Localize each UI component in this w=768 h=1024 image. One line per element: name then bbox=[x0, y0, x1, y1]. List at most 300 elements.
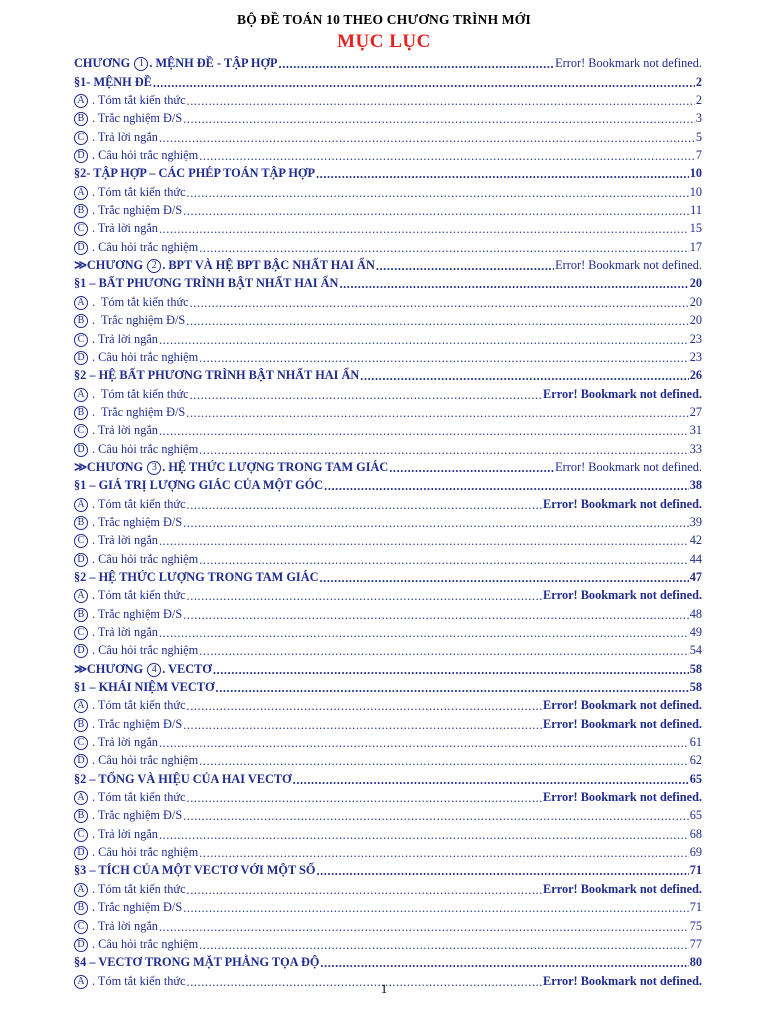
toc-entry-label bbox=[74, 294, 189, 310]
toc-entry-label bbox=[74, 826, 158, 842]
toc-entry-text: . Trả lời ngắn bbox=[92, 625, 158, 639]
toc-entry-prefix: CHƯƠNG bbox=[86, 258, 147, 273]
toc-entry-text: . Tóm tắt kiến thức bbox=[92, 294, 189, 309]
toc-entry-label bbox=[74, 477, 323, 493]
toc-entry-page: 58 bbox=[689, 661, 702, 676]
toc-entry[interactable] bbox=[74, 291, 702, 309]
toc-entry[interactable] bbox=[74, 548, 702, 566]
toc-entry-page: 7 bbox=[695, 148, 702, 163]
toc-entry-page: 23 bbox=[689, 331, 702, 346]
toc-entry-label bbox=[74, 312, 185, 328]
toc-entry-text: . Tóm tắt kiến thức bbox=[92, 496, 186, 511]
toc-entry-label bbox=[74, 220, 158, 236]
toc-entry[interactable] bbox=[74, 677, 702, 695]
toc-entry-label bbox=[74, 661, 212, 677]
toc-entry-label bbox=[74, 881, 186, 897]
toc-entry-label bbox=[74, 752, 198, 768]
toc-entry-text: . Trắc nghiệm Đ/S bbox=[92, 514, 183, 529]
dot-leader bbox=[187, 589, 543, 603]
toc-entry[interactable] bbox=[74, 365, 702, 383]
toc-entry-label bbox=[74, 551, 198, 567]
toc-entry[interactable] bbox=[74, 90, 702, 108]
toc-entry-label bbox=[74, 624, 158, 640]
chapter-marker-icon: ≫ bbox=[74, 258, 87, 273]
toc-entry-label bbox=[74, 587, 186, 603]
toc-entry-text: §1 – BẤT PHƯƠNG TRÌNH BẬT NHẤT HAI ẨN bbox=[74, 276, 339, 291]
toc-entry-text: . HỆ THỨC LƯỢNG TRONG TAM GIÁC bbox=[162, 459, 389, 474]
toc-entry-text: . Trắc nghiệm Đ/S bbox=[92, 203, 183, 218]
dot-leader bbox=[183, 608, 689, 622]
toc-entry-text: . Trả lời ngắn bbox=[92, 533, 158, 548]
toc-entry-text: . Tóm tắt kiến thức bbox=[92, 881, 186, 896]
toc-entry-label bbox=[74, 789, 186, 805]
toc-entry-page: 38 bbox=[689, 478, 702, 493]
toc-entry[interactable] bbox=[74, 567, 702, 585]
toc-entry-label bbox=[74, 642, 198, 658]
toc-entry[interactable] bbox=[74, 878, 702, 896]
toc-entry-text: . Trắc nghiệm Đ/S bbox=[92, 808, 183, 823]
toc-entry-page: Error! Bookmark not defined. bbox=[543, 973, 702, 988]
dot-leader bbox=[199, 351, 688, 365]
toc-entry-label bbox=[74, 257, 375, 273]
toc-entry[interactable] bbox=[74, 347, 702, 365]
toc-entry-text: . Tóm tắt kiến thức bbox=[92, 973, 186, 988]
toc-entry[interactable] bbox=[74, 383, 702, 401]
toc-entry-text: . MỆNH ĐỀ - TẬP HỢP bbox=[149, 56, 278, 71]
dot-leader bbox=[199, 149, 695, 163]
toc-entry-page: Error! Bookmark not defined. bbox=[543, 716, 702, 731]
toc-entry-page: Error! Bookmark not defined. bbox=[543, 386, 702, 401]
toc-entry-text: . Tóm tắt kiến thức bbox=[92, 790, 186, 805]
circled-letter-icon: D bbox=[74, 644, 88, 658]
toc-entry-page: 80 bbox=[689, 955, 702, 970]
dot-leader bbox=[159, 424, 689, 438]
dot-leader bbox=[159, 333, 689, 347]
toc-entry-text: §2 – HỆ BẤT PHƯƠNG TRÌNH BẬT NHẤT HAI ẨN bbox=[74, 368, 360, 383]
circled-letter-icon: A bbox=[74, 186, 88, 200]
dot-leader bbox=[199, 553, 688, 567]
toc-entry[interactable] bbox=[74, 695, 702, 713]
circled-letter-icon: A bbox=[74, 883, 88, 897]
toc-entry[interactable] bbox=[74, 310, 702, 328]
toc-entry-label bbox=[74, 844, 198, 860]
toc-entry-text: §2 – HỆ THỨC LƯỢNG TRONG TAM GIÁC bbox=[74, 569, 319, 584]
toc-entry-label bbox=[74, 514, 182, 530]
toc-entry-text: . Trả lời ngắn bbox=[92, 423, 158, 438]
toc-entry[interactable] bbox=[74, 255, 702, 273]
toc-entry-label bbox=[74, 496, 186, 512]
circled-letter-icon: 2 bbox=[147, 259, 161, 273]
toc-entry-page: 77 bbox=[689, 936, 702, 951]
toc-entry-label bbox=[74, 74, 152, 90]
dot-leader bbox=[183, 718, 542, 732]
toc-entry-page: 42 bbox=[689, 533, 702, 548]
toc-entry[interactable] bbox=[74, 787, 702, 805]
circled-letter-icon: B bbox=[74, 314, 88, 328]
dot-leader bbox=[279, 57, 555, 71]
toc-entry-label bbox=[74, 239, 198, 255]
toc-entry[interactable] bbox=[74, 622, 702, 640]
toc-entry-label bbox=[74, 386, 189, 402]
toc-entry-page: 62 bbox=[689, 753, 702, 768]
toc-entry-label bbox=[74, 92, 186, 108]
dot-leader bbox=[187, 699, 543, 713]
toc-entry-page: 5 bbox=[695, 129, 702, 144]
toc-entry-page: 71 bbox=[689, 863, 702, 878]
toc-entry[interactable] bbox=[74, 475, 702, 493]
dot-leader bbox=[190, 388, 542, 402]
toc-entry-label bbox=[74, 771, 292, 787]
circled-letter-icon: A bbox=[74, 498, 88, 512]
dot-leader bbox=[199, 846, 688, 860]
circled-letter-icon: C bbox=[74, 920, 88, 934]
circled-letter-icon: A bbox=[74, 94, 88, 108]
toc-entry[interactable] bbox=[74, 145, 702, 163]
toc-entry[interactable] bbox=[74, 915, 702, 933]
dot-leader bbox=[316, 864, 688, 878]
dot-leader bbox=[213, 663, 689, 677]
dot-leader bbox=[199, 644, 688, 658]
toc-entry[interactable] bbox=[74, 273, 702, 291]
circled-letter-icon: C bbox=[74, 626, 88, 640]
toc-entry[interactable] bbox=[74, 457, 702, 475]
circled-letter-icon: D bbox=[74, 938, 88, 952]
circled-letter-icon: D bbox=[74, 351, 88, 365]
circled-letter-icon: B bbox=[74, 112, 88, 126]
toc-entry-text: . Trả lời ngắn bbox=[92, 331, 158, 346]
toc-entry[interactable] bbox=[74, 823, 702, 841]
toc-entry-label bbox=[74, 129, 158, 145]
toc-entry-label bbox=[74, 349, 198, 365]
toc-entry[interactable] bbox=[74, 640, 702, 658]
circled-letter-icon: D bbox=[74, 754, 88, 768]
table-of-contents bbox=[74, 53, 702, 989]
document-title: BỘ ĐỀ TOÁN 10 THEO CHƯƠNG TRÌNH MỚI bbox=[237, 12, 531, 27]
toc-entry-page: 20 bbox=[689, 294, 702, 309]
toc-entry-page: 48 bbox=[689, 606, 702, 621]
toc-entry-page: Error! Bookmark not defined. bbox=[543, 496, 702, 511]
toc-entry[interactable] bbox=[74, 438, 702, 456]
toc-entry[interactable] bbox=[74, 750, 702, 768]
toc-entry-text: . Trắc nghiệm Đ/S bbox=[92, 313, 186, 328]
toc-entry-page: 58 bbox=[689, 680, 702, 695]
toc-entry-text: . Câu hỏi trắc nghiệm bbox=[92, 643, 199, 658]
dot-leader bbox=[159, 222, 689, 236]
toc-entry-label bbox=[74, 569, 318, 585]
toc-entry-label bbox=[74, 404, 185, 420]
toc-entry-text: . Tóm tắt kiến thức bbox=[92, 588, 186, 603]
toc-entry-page: Error! Bookmark not defined. bbox=[555, 459, 702, 474]
toc-entry-page: 23 bbox=[689, 349, 702, 364]
circled-letter-icon: D bbox=[74, 846, 88, 860]
toc-entry[interactable] bbox=[74, 530, 702, 548]
toc-entry[interactable] bbox=[74, 842, 702, 860]
toc-entry[interactable] bbox=[74, 585, 702, 603]
toc-entry-text: §4 – VECTƠ TRONG MẶT PHẲNG TỌA ĐỘ bbox=[74, 955, 320, 970]
toc-entry[interactable] bbox=[74, 200, 702, 218]
toc-entry-text: . Câu hỏi trắc nghiệm bbox=[92, 349, 199, 364]
toc-entry-text: §2 – TỔNG VÀ HIỆU CỦA HAI VECTƠ bbox=[74, 771, 292, 786]
toc-entry[interactable] bbox=[74, 236, 702, 254]
toc-entry-text: . Trắc nghiệm Đ/S bbox=[92, 111, 183, 126]
toc-entry-label bbox=[74, 532, 158, 548]
toc-entry-prefix: CHƯƠNG bbox=[86, 661, 147, 676]
dot-leader bbox=[159, 920, 689, 934]
dot-leader bbox=[187, 791, 543, 805]
toc-title: MỤC LỤC bbox=[337, 31, 431, 52]
circled-letter-icon: A bbox=[74, 975, 88, 989]
toc-entry-page: Error! Bookmark not defined. bbox=[543, 588, 702, 603]
toc-entry-page: 54 bbox=[689, 643, 702, 658]
circled-letter-icon: C bbox=[74, 424, 88, 438]
dot-leader bbox=[186, 314, 688, 328]
toc-entry-label bbox=[74, 679, 215, 695]
toc-entry-text: . Câu hỏi trắc nghiệm bbox=[92, 845, 199, 860]
toc-entry-label bbox=[74, 184, 186, 200]
toc-entry[interactable] bbox=[74, 658, 702, 676]
circled-letter-icon: B bbox=[74, 516, 88, 530]
circled-letter-icon: C bbox=[74, 534, 88, 548]
toc-entry-page: 10 bbox=[689, 184, 702, 199]
toc-entry-page: 2 bbox=[695, 74, 702, 89]
toc-entry-page: 20 bbox=[689, 276, 702, 291]
dot-leader bbox=[199, 754, 688, 768]
circled-letter-icon: C bbox=[74, 333, 88, 347]
toc-entry[interactable] bbox=[74, 897, 702, 915]
toc-entry-text: . Tóm tắt kiến thức bbox=[92, 93, 186, 108]
dot-leader bbox=[187, 498, 543, 512]
toc-entry-page: Error! Bookmark not defined. bbox=[543, 790, 702, 805]
dot-leader bbox=[216, 681, 689, 695]
toc-entry[interactable] bbox=[74, 71, 702, 89]
toc-entry-label bbox=[74, 697, 186, 713]
toc-entry-page: 10 bbox=[689, 166, 702, 181]
toc-entry[interactable] bbox=[74, 53, 702, 71]
toc-entry-page: 65 bbox=[689, 771, 702, 786]
dot-leader bbox=[360, 369, 688, 383]
circled-letter-icon: A bbox=[74, 791, 88, 805]
dot-leader bbox=[339, 277, 688, 291]
toc-entry-label bbox=[74, 55, 278, 71]
toc-entry-text: . Trả lời ngắn bbox=[92, 735, 158, 750]
toc-entry-page: 71 bbox=[689, 900, 702, 915]
circled-letter-icon: B bbox=[74, 204, 88, 218]
circled-letter-icon: C bbox=[74, 131, 88, 145]
chapter-marker-icon: ≫ bbox=[74, 459, 87, 474]
toc-entry-text: §3 – TÍCH CỦA MỘT VECTƠ VỚI MỘT SỐ bbox=[74, 863, 316, 878]
toc-entry-page: Error! Bookmark not defined. bbox=[555, 258, 702, 273]
circled-letter-icon: B bbox=[74, 406, 88, 420]
toc-entry-page: 15 bbox=[689, 221, 702, 236]
dot-leader bbox=[293, 773, 689, 787]
toc-entry-page: 65 bbox=[689, 808, 702, 823]
dot-leader bbox=[183, 901, 689, 915]
dot-leader bbox=[183, 112, 695, 126]
circled-letter-icon: B bbox=[74, 901, 88, 915]
circled-letter-icon: B bbox=[74, 608, 88, 622]
toc-entry-text: . Tóm tắt kiến thức bbox=[92, 184, 186, 199]
toc-entry-page: 27 bbox=[689, 404, 702, 419]
toc-entry-page: 3 bbox=[695, 111, 702, 126]
toc-entry-label bbox=[74, 202, 182, 218]
toc-entry-page: Error! Bookmark not defined. bbox=[543, 881, 702, 896]
dot-leader bbox=[199, 938, 688, 952]
toc-entry-page: 31 bbox=[689, 423, 702, 438]
toc-entry-page: 75 bbox=[689, 918, 702, 933]
toc-entry-text: . Tóm tắt kiến thức bbox=[92, 386, 189, 401]
toc-entry-text: §1 – KHÁI NIỆM VECTƠ bbox=[74, 680, 215, 695]
circled-letter-icon: C bbox=[74, 828, 88, 842]
toc-entry[interactable] bbox=[74, 108, 702, 126]
chapter-marker-icon: ≫ bbox=[74, 661, 87, 676]
toc-entry[interactable] bbox=[74, 713, 702, 731]
toc-entry-text: §1 – GIÁ TRỊ LƯỢNG GIÁC CỦA MỘT GÓC bbox=[74, 478, 324, 493]
dot-leader bbox=[183, 809, 689, 823]
toc-entry-label bbox=[74, 862, 315, 878]
toc-entry-page: Error! Bookmark not defined. bbox=[555, 56, 702, 71]
toc-entry-text: . BPT VÀ HỆ BPT BẬC NHẤT HAI ẨN bbox=[162, 258, 375, 273]
toc-entry-text: . Trắc nghiệm Đ/S bbox=[92, 716, 183, 731]
toc-entry[interactable] bbox=[74, 934, 702, 952]
toc-entry-label bbox=[74, 422, 158, 438]
circled-letter-icon: 3 bbox=[147, 461, 161, 475]
toc-entry[interactable] bbox=[74, 420, 702, 438]
toc-entry[interactable] bbox=[74, 163, 702, 181]
toc-entry-label bbox=[74, 110, 182, 126]
dot-leader bbox=[187, 883, 543, 897]
toc-entry-label bbox=[74, 918, 158, 934]
toc-entry[interactable] bbox=[74, 402, 702, 420]
dot-leader bbox=[159, 626, 689, 640]
toc-entry[interactable] bbox=[74, 328, 702, 346]
page-number: 1 bbox=[380, 981, 388, 996]
dot-leader bbox=[190, 296, 689, 310]
toc-entry-page: Error! Bookmark not defined. bbox=[543, 698, 702, 713]
dot-leader bbox=[186, 406, 688, 420]
toc-entry-label bbox=[74, 459, 388, 475]
toc-entry-text: . Trắc nghiệm Đ/S bbox=[92, 606, 183, 621]
toc-entry-text: . Trả lời ngắn bbox=[92, 221, 158, 236]
toc-entry-label bbox=[74, 275, 338, 291]
toc-entry-page: 2 bbox=[695, 93, 702, 108]
circled-letter-icon: A bbox=[74, 296, 88, 310]
toc-entry-page: 17 bbox=[689, 239, 702, 254]
toc-entry[interactable] bbox=[74, 805, 702, 823]
toc-entry-text: . Câu hỏi trắc nghiệm bbox=[92, 753, 199, 768]
toc-entry-text: §2- TẬP HỢP – CÁC PHÉP TOÁN TẬP HỢP bbox=[74, 166, 315, 181]
toc-entry-text: . Câu hỏi trắc nghiệm bbox=[92, 148, 199, 163]
toc-entry-text: . Trắc nghiệm Đ/S bbox=[92, 404, 186, 419]
toc-entry[interactable] bbox=[74, 732, 702, 750]
circled-letter-icon: D bbox=[74, 553, 88, 567]
circled-letter-icon: B bbox=[74, 809, 88, 823]
toc-entry-text: . VECTƠ bbox=[162, 661, 212, 676]
dot-leader bbox=[183, 516, 689, 530]
circled-letter-icon: A bbox=[74, 388, 88, 402]
dot-leader bbox=[320, 956, 688, 970]
circled-letter-icon: C bbox=[74, 222, 88, 236]
dot-leader bbox=[316, 167, 689, 181]
toc-entry-label bbox=[74, 441, 198, 457]
dot-leader bbox=[199, 241, 688, 255]
dot-leader bbox=[187, 186, 689, 200]
toc-entry[interactable] bbox=[74, 126, 702, 144]
toc-entry-page: 39 bbox=[689, 514, 702, 529]
dot-leader bbox=[159, 828, 689, 842]
toc-entry-page: 11 bbox=[690, 203, 702, 218]
dot-leader bbox=[159, 534, 689, 548]
toc-entry-label bbox=[74, 147, 198, 163]
toc-entry-text: . Câu hỏi trắc nghiệm bbox=[92, 239, 199, 254]
circled-letter-icon: D bbox=[74, 149, 88, 163]
toc-entry[interactable] bbox=[74, 860, 702, 878]
toc-entry-text: §1- MỆNH ĐỀ bbox=[74, 74, 152, 89]
toc-entry[interactable] bbox=[74, 952, 702, 970]
dot-leader bbox=[376, 259, 554, 273]
toc-entry-label bbox=[74, 367, 359, 383]
dot-leader bbox=[389, 461, 554, 475]
circled-letter-icon: 4 bbox=[147, 663, 161, 677]
circled-letter-icon: C bbox=[74, 736, 88, 750]
toc-entry[interactable] bbox=[74, 218, 702, 236]
circled-letter-icon: B bbox=[74, 718, 88, 732]
dot-leader bbox=[199, 443, 688, 457]
toc-entry[interactable] bbox=[74, 768, 702, 786]
toc-entry-label bbox=[74, 899, 182, 915]
toc-entry-text: . Trả lời ngắn bbox=[92, 129, 158, 144]
toc-entry-text: . Tóm tắt kiến thức bbox=[92, 698, 186, 713]
toc-entry-label bbox=[74, 954, 319, 970]
toc-entry-label bbox=[74, 606, 182, 622]
toc-entry-page: 69 bbox=[689, 845, 702, 860]
toc-entry-page: 20 bbox=[689, 313, 702, 328]
toc-entry-page: 61 bbox=[689, 735, 702, 750]
circled-letter-icon: D bbox=[74, 443, 88, 457]
circled-letter-icon: D bbox=[74, 241, 88, 255]
dot-leader bbox=[183, 204, 689, 218]
circled-letter-icon: 1 bbox=[134, 57, 148, 71]
toc-entry-label bbox=[74, 331, 158, 347]
dot-leader bbox=[153, 76, 695, 90]
toc-entry-label bbox=[74, 165, 315, 181]
toc-entry-text: . Câu hỏi trắc nghiệm bbox=[92, 441, 199, 456]
toc-entry-text: . Trắc nghiệm Đ/S bbox=[92, 900, 183, 915]
toc-entry-label bbox=[74, 734, 158, 750]
toc-entry-page: 44 bbox=[689, 551, 702, 566]
toc-entry-text: . Trả lời ngắn bbox=[92, 826, 158, 841]
toc-entry-page: 47 bbox=[689, 569, 702, 584]
toc-entry[interactable] bbox=[74, 181, 702, 199]
toc-entry[interactable] bbox=[74, 493, 702, 511]
toc-entry-prefix: CHƯƠNG bbox=[74, 56, 134, 71]
toc-entry-text: . Câu hỏi trắc nghiệm bbox=[92, 936, 199, 951]
toc-entry-label bbox=[74, 936, 198, 952]
circled-letter-icon: A bbox=[74, 589, 88, 603]
toc-entry-page: 49 bbox=[689, 625, 702, 639]
toc-entry-page: 26 bbox=[689, 368, 702, 383]
dot-leader bbox=[187, 94, 695, 108]
dot-leader bbox=[159, 736, 689, 750]
toc-entry-text: . Câu hỏi trắc nghiệm bbox=[92, 551, 199, 566]
toc-entry-page: 33 bbox=[689, 441, 702, 456]
toc-entry[interactable] bbox=[74, 603, 702, 621]
toc-entry-text: . Trả lời ngắn bbox=[92, 918, 158, 933]
toc-entry-prefix: CHƯƠNG bbox=[86, 459, 147, 474]
dot-leader bbox=[319, 571, 688, 585]
toc-entry-label bbox=[74, 807, 182, 823]
toc-entry[interactable] bbox=[74, 512, 702, 530]
toc-entry-label bbox=[74, 716, 182, 732]
